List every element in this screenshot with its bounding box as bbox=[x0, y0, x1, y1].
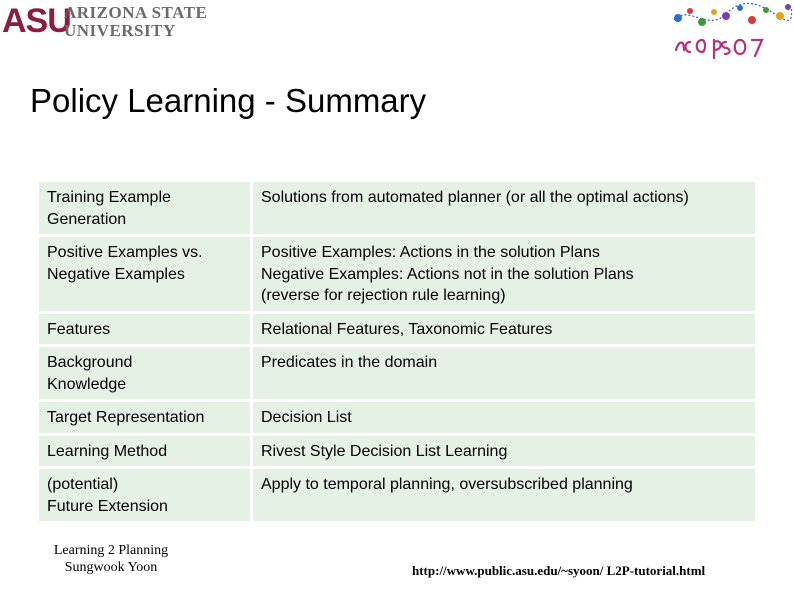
row-value-line: Apply to temporal planning, oversubscribed planning bbox=[261, 476, 633, 493]
row-value bbox=[253, 469, 755, 521]
table-row bbox=[39, 402, 755, 433]
row-value-line: Solutions from automated planner (or all the optimal actions) bbox=[261, 189, 689, 206]
asu-logo-text bbox=[64, 4, 207, 40]
row-label-line: Positive Examples vs. bbox=[47, 244, 203, 261]
row-label-line: Knowledge bbox=[47, 375, 127, 393]
row-label-line: Generation bbox=[47, 210, 127, 228]
asu-logo bbox=[2, 2, 217, 40]
asu-logo-line2: UNIVERSITY bbox=[64, 21, 176, 40]
row-label-line: Future Extension bbox=[47, 497, 168, 515]
table-row bbox=[39, 237, 755, 311]
table-row bbox=[39, 314, 755, 345]
row-label bbox=[39, 237, 250, 311]
row-value bbox=[253, 347, 755, 399]
table-row bbox=[39, 182, 755, 234]
row-label bbox=[39, 347, 250, 399]
row-value bbox=[253, 182, 755, 234]
asu-logo-line1: ARIZONA STATE bbox=[64, 3, 208, 22]
row-value bbox=[253, 237, 755, 311]
row-label bbox=[39, 402, 250, 433]
row-value-line: Relational Features, Taxonomic Features bbox=[261, 320, 553, 338]
row-label bbox=[39, 436, 250, 467]
table-row bbox=[39, 347, 755, 399]
row-value-line: Positive Examples: Actions in the solution Plans bbox=[261, 244, 600, 261]
row-value bbox=[253, 436, 755, 467]
row-label bbox=[39, 469, 250, 521]
table-row bbox=[39, 436, 755, 467]
table-row bbox=[39, 469, 755, 521]
row-label-line: Learning Method bbox=[47, 442, 168, 460]
row-value bbox=[253, 314, 755, 345]
row-value-line: Negative Examples: Actions not in the solution Plans bbox=[261, 265, 634, 283]
row-label-line: Negative Examples bbox=[47, 265, 185, 283]
row-label-line: (potential) bbox=[47, 476, 119, 493]
row-label-line: Background bbox=[47, 354, 133, 371]
row-value-line: Predicates in the domain bbox=[261, 354, 438, 371]
conference-logo bbox=[668, 2, 794, 60]
row-label-line: Training Example bbox=[47, 189, 171, 206]
footer-author bbox=[40, 542, 182, 576]
row-value-line: Decision List bbox=[261, 409, 352, 426]
footer-url: http://www.public.asu.edu/~syoon/ L2P-tutorial.html bbox=[412, 563, 706, 578]
slide-title: Policy Learning - Summary bbox=[30, 82, 427, 119]
row-value bbox=[253, 402, 755, 433]
row-value-line: Rivest Style Decision List Learning bbox=[261, 442, 508, 460]
row-label-line: Features bbox=[47, 320, 111, 338]
footer-presenter: Sungwook Yoon bbox=[64, 560, 158, 575]
row-label bbox=[39, 182, 250, 234]
asu-logo-mark: ASU bbox=[2, 2, 71, 40]
footer-course: Learning 2 Planning bbox=[53, 543, 169, 558]
summary-table bbox=[39, 182, 755, 524]
row-value-line: (reverse for rejection rule learning) bbox=[261, 287, 506, 304]
row-label bbox=[39, 314, 250, 345]
row-label-line: Target Representation bbox=[47, 409, 205, 426]
